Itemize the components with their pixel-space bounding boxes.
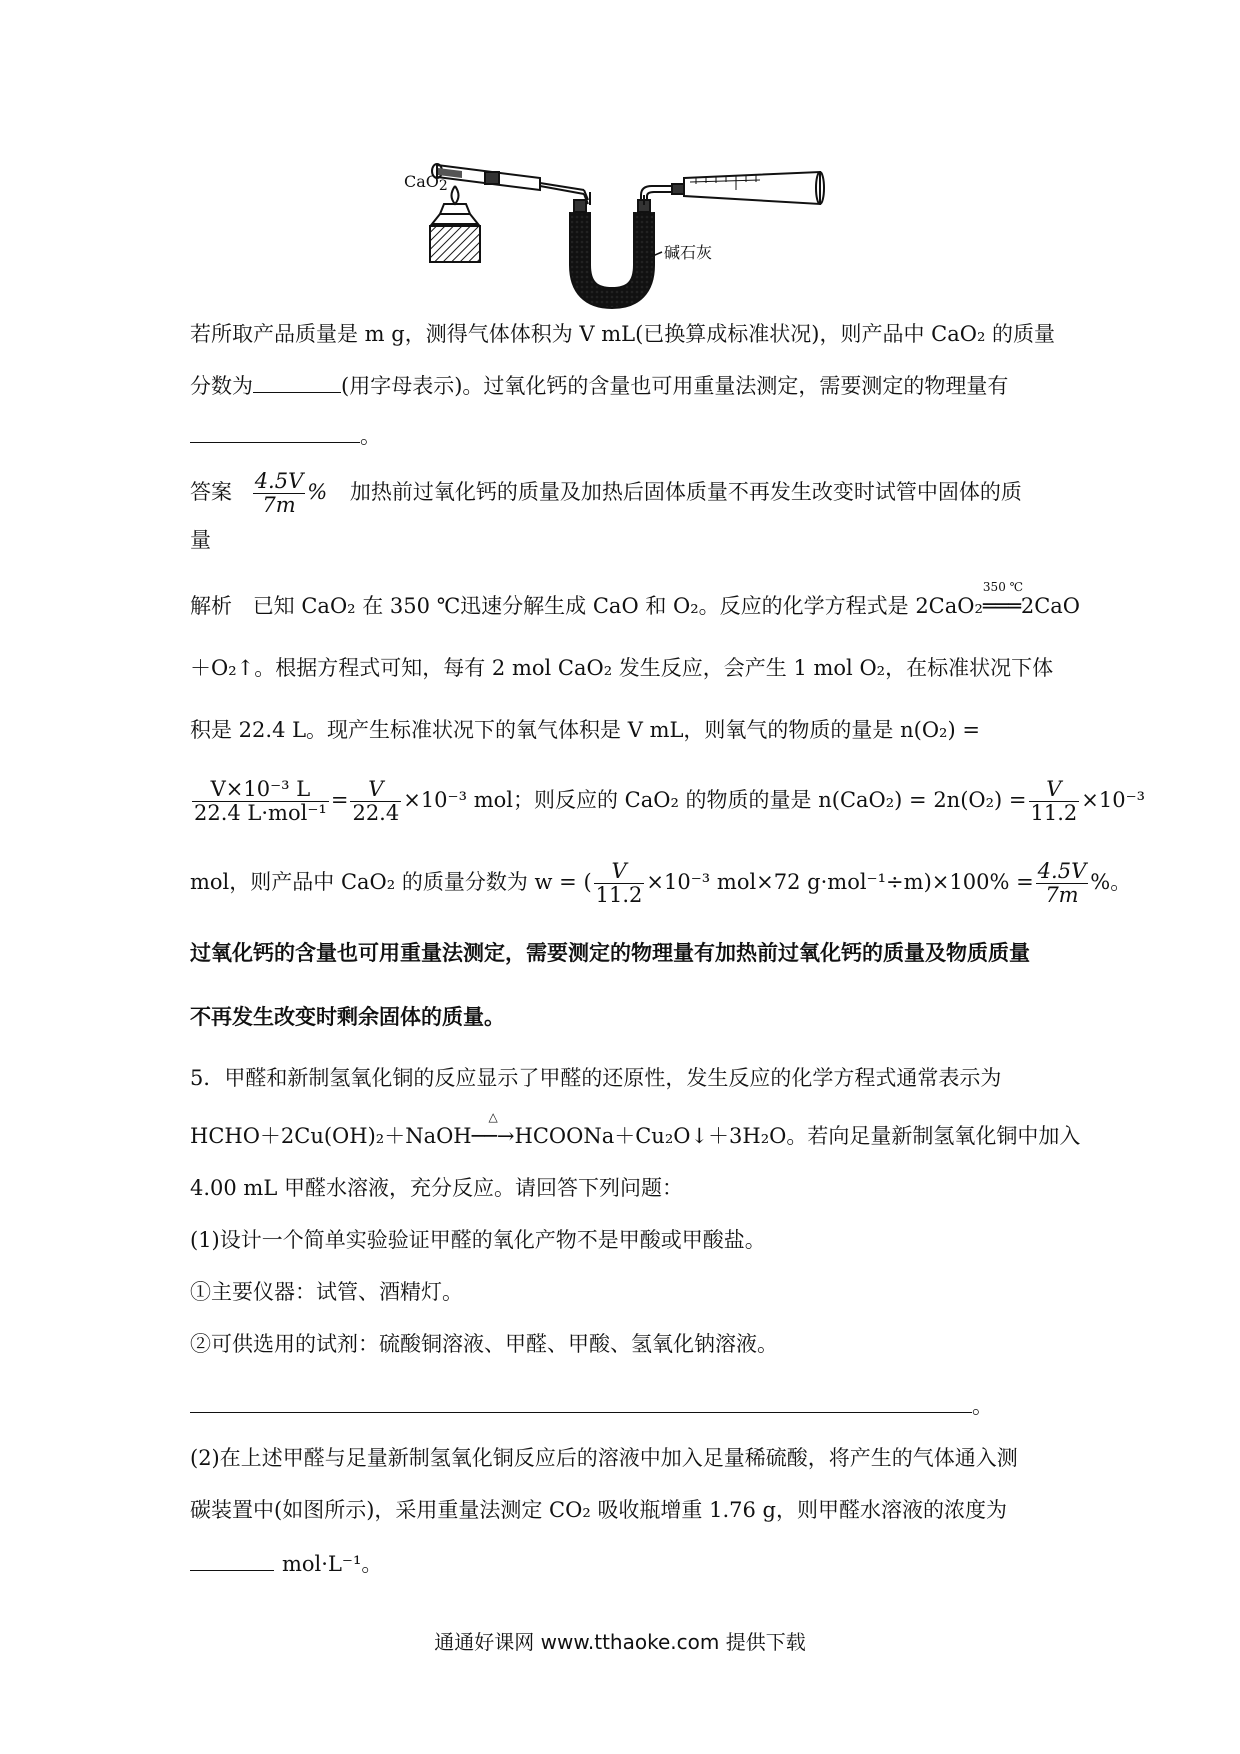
q5-line-3: 4.00 mL 甲醛水溶液，充分反应。请回答下列问题： (190, 1176, 683, 1200)
analysis-line-4: $\frac{\text{V×10⁻³ L}}{\text{22.4 L·mol⁻¹}}$ = $\frac{V}{22.4}$ ×10⁻³ mol；则反应的 CaO₂ 的物质的量是 n(CaO₂) = 2n(O₂) = $\frac{V}{11.2}$ ×10⁻³ (194, 777, 1146, 826)
fraction-v-11-2-b: $\frac{V}{11.2}$ (595, 859, 643, 908)
q5-line-5: ①主要仪器：试管、酒精灯。 (190, 1280, 463, 1304)
q4-line-1: 若所取产品质量是 m g，测得气体体积为 V mL(已换算成标准状况)，则产品中 CaO₂ 的质量 (190, 322, 1056, 346)
q4-line-3: 。 (190, 422, 381, 449)
fraction-o2-volume: $\frac{\text{V×10⁻³ L}}{\text{22.4 L·mol⁻¹}}$ (194, 777, 327, 826)
test-tube (432, 164, 588, 204)
answer-blank-2[interactable] (190, 422, 360, 443)
answer-line: 答案 $\frac{4.5V}{7m}$ % 加热前过氧化钙的质量及加热后固体质量不再发生改变时试管中固体的质 (190, 469, 1022, 518)
heat-condition: △ ──→ (471, 1110, 515, 1148)
q5-line-4: (1)设计一个简单实验验证甲醛的氧化产物不是甲酸或甲酸盐。 (190, 1228, 766, 1252)
q5-line-9: 碳装置中(如图所示)，采用重量法测定 CO₂ 吸收瓶增重 1.76 g，则甲醛水溶液的浓度为 (190, 1498, 1007, 1522)
analysis-label: 解析 (190, 594, 232, 618)
answer-fraction: $\frac{4.5V}{7m}$ (254, 469, 304, 518)
fraction-v-22-4: $\frac{V}{22.4}$ (352, 777, 400, 826)
q5-line-8: (2)在上述甲醛与足量新制氢氧化铜反应后的溶液中加入足量稀硫酸，将产生的气体通入测 (190, 1446, 1018, 1470)
q5-line-2: HCHO＋2Cu(OH)₂＋NaOH △ ──→HCOONa＋Cu₂O↓＋3H₂O。若向足量新制氢氧化铜中加入 (190, 1110, 1081, 1148)
q5-line-1: 5．甲醛和新制氢氧化铜的反应显示了甲醛的还原性，发生反应的化学方程式通常表示为 (190, 1066, 1002, 1090)
cao2-label: CaO$_2$ (404, 172, 448, 194)
apparatus-diagram (0, 0, 1240, 320)
answer-blank-3[interactable] (190, 1392, 972, 1413)
fraction-v-11-2: $\frac{V}{11.2}$ (1030, 777, 1078, 826)
u-tube (574, 192, 650, 298)
analysis-line-6: 过氧化钙的含量也可用重量法测定，需要测定的物理量有加热前过氧化钙的质量及物质质量 (190, 940, 1030, 965)
analysis-line-1: 解析 已知 CaO₂ 在 350 ℃迅速分解生成 CaO 和 O₂。反应的化学方程式是 2CaO₂ 350 ℃ ═══2CaO (190, 580, 1081, 618)
answer-text: 加热前过氧化钙的质量及加热后固体质量不再发生改变时试管中固体的质 (349, 480, 1022, 505)
q5-line-10: mol·L⁻¹。 (190, 1550, 382, 1577)
analysis-line-7: 不再发生改变时剩余固体的质量。 (190, 1004, 505, 1029)
answer-blank-4[interactable] (190, 1550, 274, 1571)
answer-blank-1[interactable] (253, 372, 341, 393)
analysis-line-3: 积是 22.4 L。现产生标准状况下的氧气体积是 V mL，则氧气的物质的量是 n(O₂) = (190, 718, 980, 742)
analysis-line-5: mol，则产品中 CaO₂ 的质量分数为 w = ( $\frac{V}{11.2}$ ×10⁻³ mol×72 g·mol⁻¹÷m)×100% = $\frac{4.5V}{7m}$ %。 (190, 859, 1132, 908)
graduated-tube (684, 172, 824, 204)
soda-lime-label: 碱石灰 (664, 243, 713, 262)
alcohol-lamp (430, 186, 480, 262)
page-footer: 通通好课网 www.tthaoke.com 提供下载 (434, 1630, 806, 1654)
analysis-line-2: ＋O₂↑。根据方程式可知，每有 2 mol CaO₂ 发生反应，会产生 1 mol O₂，在标准状况下体 (190, 656, 1054, 680)
q4-line-2: 分数为 (用字母表示)。过氧化钙的含量也可用重量法测定，需要测定的物理量有 (190, 374, 1009, 398)
answer-label: 答案 (190, 480, 232, 505)
q5-line-6: ②可供选用的试剂：硫酸铜溶液、甲醛、甲酸、氢氧化钠溶液。 (190, 1332, 778, 1356)
reaction-condition: 350 ℃ ═══ (982, 580, 1024, 618)
fraction-4-5v-7m: $\frac{4.5V}{7m}$ (1037, 859, 1087, 908)
q5-line-7: 。 (190, 1392, 993, 1419)
outlet-tube (641, 184, 684, 200)
answer-line-2: 量 (190, 528, 211, 552)
